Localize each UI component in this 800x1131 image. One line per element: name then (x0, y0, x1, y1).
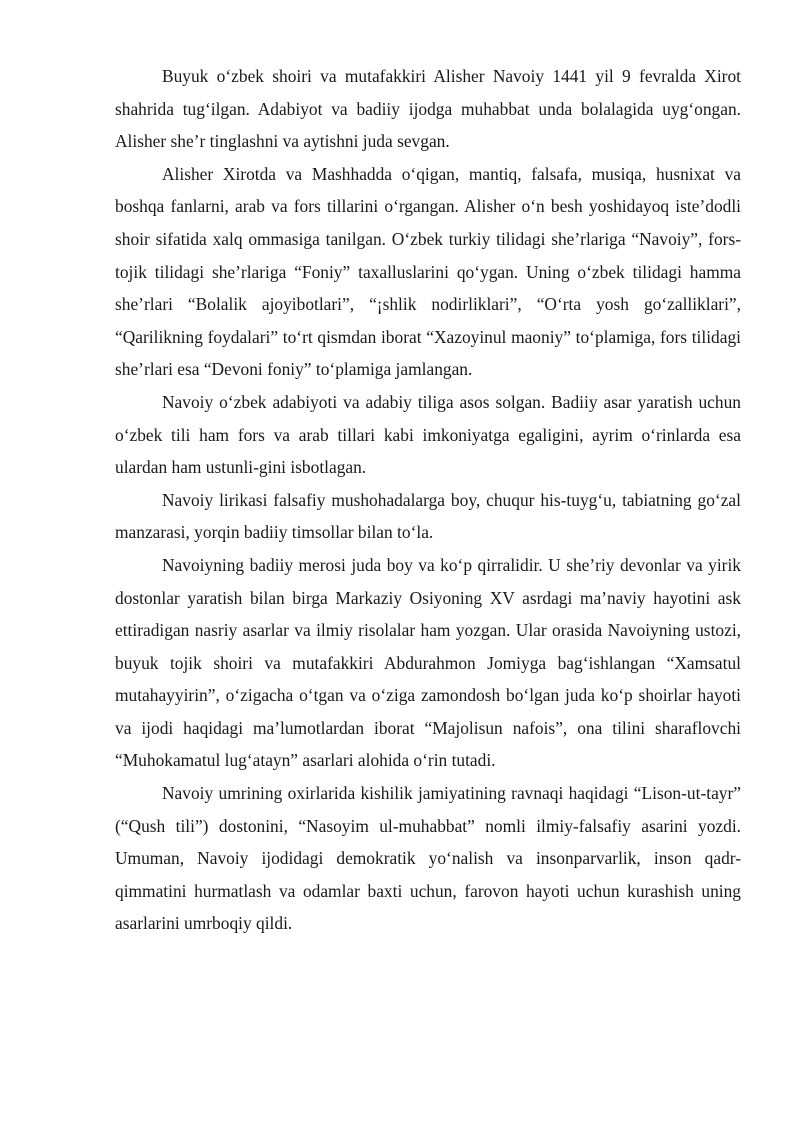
paragraph-legacy: Navoiyning badiiy merosi juda boy va ko‘p qirralidir. U she’riy devonlar va yirik dostonlar yaratish bilan birga Markaziy Osiyoning XV asrdagi ma’naviy hayotini ask ettiradigan nasriy asarlar va ilmiy risolalar ham yozgan. Ular orasida Navoiyning ustozi, buyuk tojik shoiri va mutafakkiri Abdurahmon Jomiyga bag‘ishlangan “Xamsatul mutahayyirin”, o‘zigacha o‘tgan va o‘ziga zamondosh bo‘lgan juda ko‘p shoirlar hayoti va ijodi haqidagi ma’lumotlardan iborat “Majolisun nafois”, ona tilini sharaflovchi “Muhokamatul lug‘atayn” asarlari alohida o‘rin tutadi. (115, 554, 741, 771)
paragraph-lyrics: Navoiy lirikasi falsafiy mushohadalarga boy, chuqur his-tuyg‘u, tabiatning go‘zal manzarasi, yorqin badiiy timsollar bilan to‘la. (115, 489, 741, 543)
paragraph-birth: Buyuk o‘zbek shoiri va mutafakkiri Alisher Navoiy 1441 yil 9 fevralda Xirot shahrida tug‘ilgan. Adabiyot va badiiy ijodga muhabbat unda bolalagida uyg‘ongan. Alisher she’r tinglashni va aytishni juda sevgan. (115, 66, 741, 152)
paragraph-late-works: Navoiy umrining oxirlarida kishilik jamiyatining ravnaqi haqidagi “Lison-ut-tayr” (“Qush tili”) dostonini, “Nasoyim ul-muhabbat” nomli ilmiy-falsafiy asarini yozdi. Umuman, Navoiy ijodidagi demokratik yo‘nalish va insonparvarlik, inson qadr-qimmatini hurmatlash va odamlar baxti uchun, farovon hayoti uchun kurashish uning asarlarini umrboqiy qildi. (115, 783, 741, 934)
paragraph-language: Navoiy o‘zbek adabiyoti va adabiy tiliga asos solgan. Badiiy asar yaratish uchun o‘zbek tili ham fors va arab tillari kabi imkoniyatga egaligini, ayrim o‘rinlarda esa ulardan ham ustunli-gini isbotlagan. (115, 391, 741, 478)
document-body (115, 60, 741, 940)
paragraph-education: Alisher Xirotda va Mashhadda o‘qigan, mantiq, falsafa, musiqa, husnixat va boshqa fanlarni, arab va fors tillarini o‘rgangan. Alisher o‘n besh yoshidayoq iste’dodli shoir sifatida xalq ommasiga tanilgan. O‘zbek turkiy tilidagi she’rlariga “Navoiy”, fors-tojik tilidagi she’rlariga “Foniy” taxalluslarini qo‘ygan. Uning o‘zbek tilidagi hamma she’rlari “Bolalik ajoyibotlari”, “¡shlik nodirliklari”, “O‘rta yosh go‘zalliklari”, “Qarilikning foydalari” to‘rt qismdan iborat “Xazoyinul maoniy” to‘plamiga, fors tilidagi she’rlari esa “Devoni foniy” to‘plamiga jamlangan. (115, 163, 741, 380)
